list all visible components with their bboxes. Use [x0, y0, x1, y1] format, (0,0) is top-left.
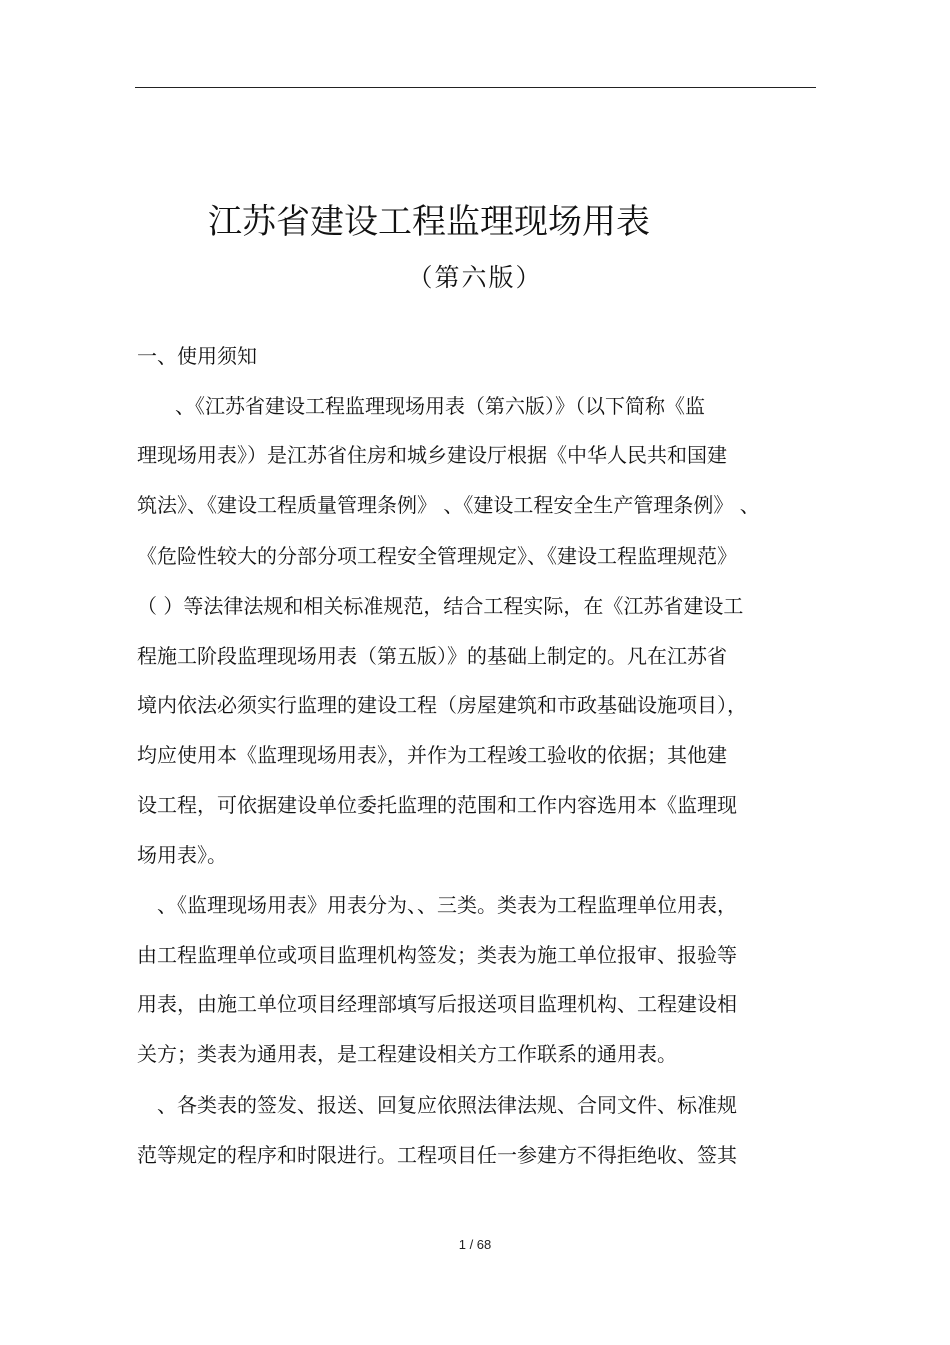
body-line: 均应使用本《监理现场用表》，并作为工程竣工验收的依据；其他建: [137, 743, 727, 767]
page-number: 1 / 68: [458, 1237, 492, 1252]
body-line: 筑法》、《建设工程质量管理条例》 、《建设工程安全生产管理条例》 、: [137, 493, 760, 517]
body-line: （ ）等法律法规和相关标准规范，结合工程实际，在《江苏省建设工: [137, 594, 744, 618]
document-subtitle: （第六版）: [407, 263, 543, 292]
body-line: 境内依法必须实行监理的建设工程（房屋建筑和市政基础设施项目），: [137, 693, 747, 717]
body-line: 场用表》。: [137, 843, 227, 867]
body-line: 用表，由施工单位项目经理部填写后报送项目监理机构、工程建设相: [137, 992, 737, 1016]
header-rule: [135, 87, 816, 88]
body-line: 、《江苏省建设工程监理现场用表（第六版）》（以下简称《监: [175, 394, 705, 418]
body-line: 范等规定的程序和时限进行。工程项目任一参建方不得拒绝收、签其: [137, 1143, 737, 1167]
section-heading: 一、使用须知: [137, 344, 257, 368]
body-line: 、各类表的签发、报送、回复应依照法律法规、合同文件、标准规: [157, 1093, 737, 1117]
document-title: 江苏省建设工程监理现场用表: [208, 202, 650, 242]
body-line: 关方；类表为通用表，是工程建设相关方工作联系的通用表。: [137, 1042, 677, 1066]
body-line: 《危险性较大的分部分项工程安全管理规定》、《建设工程监理规范》: [137, 544, 737, 568]
body-line: 、《监理现场用表》用表分为、、三类。类表为工程监理单位用表，: [157, 893, 737, 917]
body-line: 理现场用表》）是江苏省住房和城乡建设厅根据《中华人民共和国建: [137, 443, 727, 467]
body-line: 由工程监理单位或项目监理机构签发；类表为施工单位报审、报验等: [137, 943, 737, 967]
body-line: 程施工阶段监理现场用表（第五版）》的基础上制定的。凡在江苏省: [137, 644, 727, 668]
body-line: 设工程，可依据建设单位委托监理的范围和工作内容选用本《监理现: [137, 793, 737, 817]
